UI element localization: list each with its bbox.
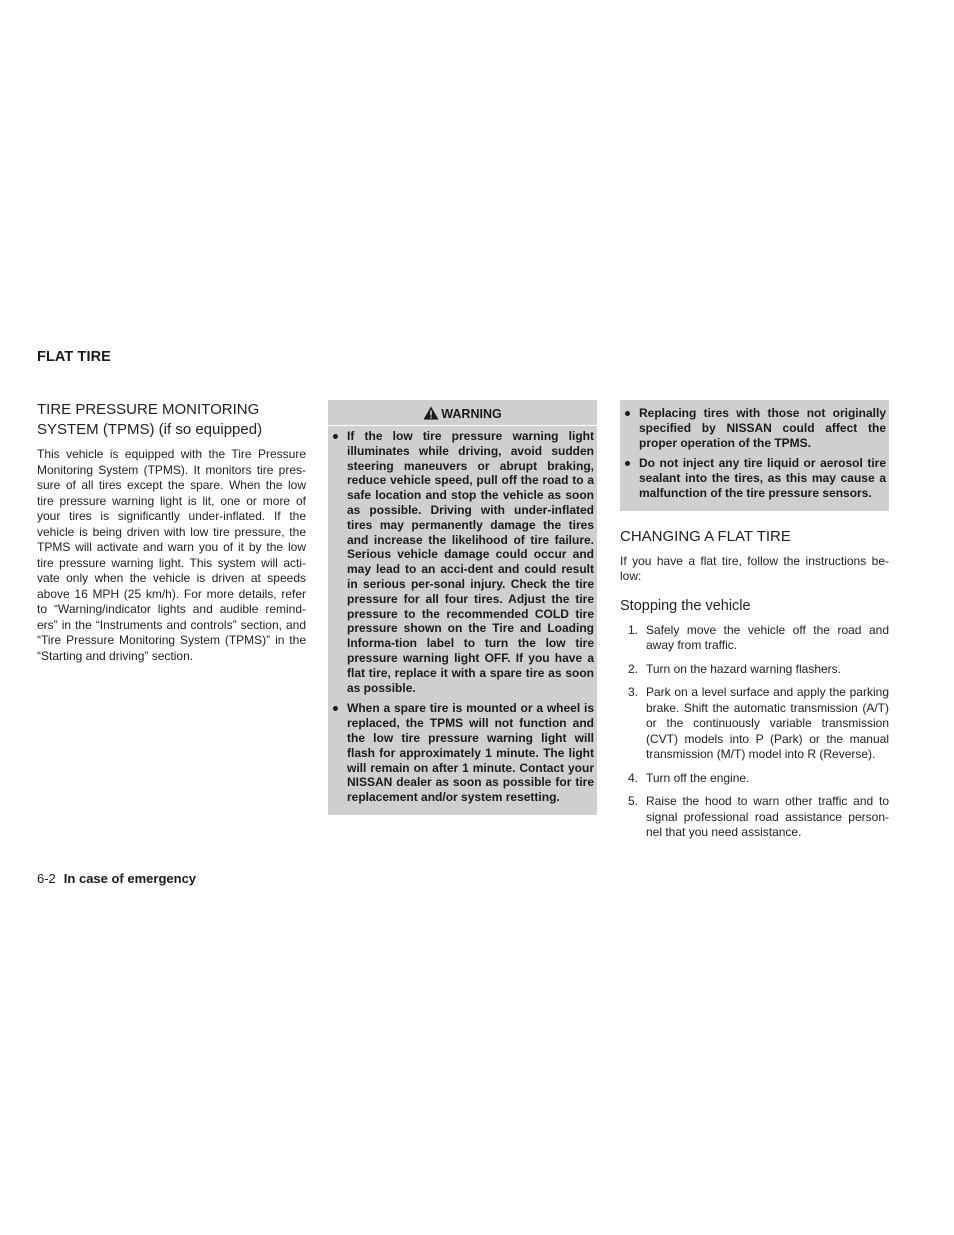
list-item: When a spare tire is mounted or a wheel is replaced, the TPMS will not function and the low tire pressure warning light will flash for approximately 1 minute. The light will remain on after 1 minute. Contact your NISSAN dealer as soon as possible for tire replacement and/or system resetting. xyxy=(331,701,594,805)
list-item: 5. Raise the hood to warn other traffic and to signal professional road assistance person-nel that you need assistance. xyxy=(628,794,889,840)
warning-list-2 xyxy=(623,406,886,501)
warning-list-1 xyxy=(331,429,594,805)
page-footer xyxy=(37,870,196,888)
warning-header xyxy=(328,404,597,426)
steps-list xyxy=(620,623,889,841)
warning-triangle-icon xyxy=(423,406,439,420)
bullet-icon xyxy=(333,434,338,439)
page-number: 6-2 xyxy=(37,871,56,886)
section-heading: FLAT TIRE xyxy=(37,349,111,365)
column-middle xyxy=(328,400,597,815)
column-left xyxy=(37,400,306,664)
bullet-icon xyxy=(625,461,630,466)
list-item: Replacing tires with those not originally specified by NISSAN could affect the proper operation of the TPMS. xyxy=(623,406,886,450)
list-item: If the low tire pressure warning light illuminates while driving, avoid sudden steering maneuvers or abrupt braking, reduce vehicle speed, pull off the road to a safe location and stop the vehicle as soon as possible. Driving with under-inflated tires may permanently damage the tires and increase the likelihood of tire failure. Serious vehicle damage could occur and may lead to an acci-dent and could result in serious per-sonal injury. Check the tire pressure for all four tires. Adjust the tire pressure to the recommended COLD tire pressure shown on the Tire and Loading Informa-tion label to turn the low tire pressure warning light OFF. If you have a flat tire, replace it with a spare tire as soon as possible. xyxy=(331,429,594,695)
warning-box-continued xyxy=(620,400,889,511)
list-item: Do not inject any tire liquid or aerosol tire sealant into the tires, as this may cause a malfunction of the tire pressure sensors. xyxy=(623,456,886,500)
changing-intro: If you have a flat tire, follow the instructions be-low: xyxy=(620,553,889,584)
list-item: 1. Safely move the vehicle off the road and away from traffic. xyxy=(628,622,889,653)
bullet-icon xyxy=(625,411,630,416)
changing-title: CHANGING A FLAT TIRE xyxy=(620,527,791,545)
list-item: 4. Turn off the engine. xyxy=(628,770,750,785)
list-item: 3. Park on a level surface and apply the parking brake. Shift the automatic transmission (A/T) or the continuously variable transmission (CVT) models into P (Park) or the manual transmission (M/T) model into R (Reverse). xyxy=(628,685,889,762)
tpms-title: TIRE PRESSURE MONITORING SYSTEM (TPMS) (if so equipped) xyxy=(37,401,263,438)
stopping-subtitle: Stopping the vehicle xyxy=(620,597,751,614)
warning-box xyxy=(328,400,597,815)
tpms-body: This vehicle is equipped with the Tire Pressure Monitoring System (TPMS). It monitors tire pres-sure of all tires except the spare. When the low tire pressure warning light is lit, one or more of your tires is significantly under-inflated. If the vehicle is being driven with low tire pressure, the TPMS will activate and warn you of it by the low tire pressure warning light. This system will acti-vate only when the vehicle is driven at speeds above 16 MPH (25 km/h). For more details, refer to “Warning/indicator lights and audible remind-ers” in the “Instruments and controls” section, and “Tire Pressure Monitoring System (TPMS)” in the “Starting and driving” section. xyxy=(37,447,306,663)
warning-label: WARNING xyxy=(441,407,502,421)
bullet-icon xyxy=(333,706,338,711)
footer-section: In case of emergency xyxy=(63,871,197,886)
list-item: 2. Turn on the hazard warning flashers. xyxy=(628,661,841,676)
column-right xyxy=(620,400,889,849)
